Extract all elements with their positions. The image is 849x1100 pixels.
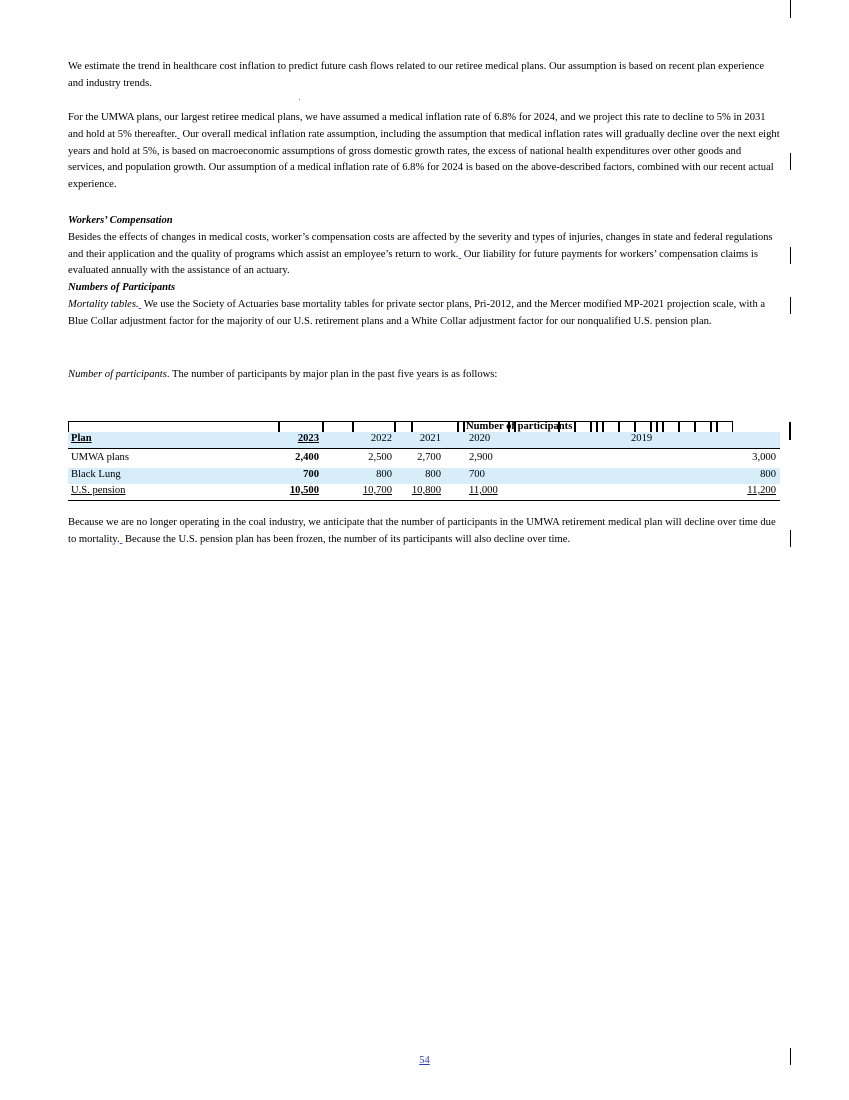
cell-2022: 10,700 (362, 485, 392, 496)
paragraph-text: Besides the effects of changes in medical costs, worker’s compensation costs are affected by the severity and types of injuries, changes in state and federal regulations and their application and the quality of programs which assist an employee’s return to work. (68, 231, 773, 260)
table-row-black-lung (68, 468, 780, 484)
cell-2023: 700 (303, 469, 319, 480)
cell-2021: 10,800 (411, 485, 441, 496)
paragraph-text: Our overall medical inflation rate assumption, including the assumption that medical inflation rates will gradually decline over the next eight years and hold at 5%, is based on macroeconomic assumptions of gross domestic growth rates, the excess of national health expenditures over other goods and services, and population growth. Our assumption of a medical inflation rate of 6.8% for 2024 is based on the above-described factors, combined with our recent actual experience. (68, 128, 780, 191)
stray-dot (299, 99, 300, 100)
paragraph-text: We estimate the trend in healthcare cost inflation to predict future cash flows related to our retiree medical plans. Our assumption is based on recent plan experience and industry trends. (68, 61, 765, 89)
header-2020: 2020 (469, 433, 491, 444)
change-bar-mortality (790, 297, 791, 314)
cell-plan: Black Lung (71, 469, 121, 480)
change-bar-top (790, 0, 791, 18)
paragraph-text: Because we are no longer operating in the coal industry, we anticipate that the number of participants in the UMWA retirement medical plan will decline over time due to mortality. (68, 517, 776, 545)
participants-label: Number of participants (68, 369, 167, 380)
change-bar-table (789, 422, 791, 440)
section-workers-compensation (68, 213, 780, 331)
cell-2020: 2,900 (469, 452, 493, 463)
paragraph-participant-decline (68, 515, 780, 549)
workers-comp-heading: Workers’ Compensation (68, 215, 173, 226)
cell-2020: 700 (469, 469, 485, 480)
table-row-us-pension (68, 484, 780, 501)
paragraph-umwa-inflation (68, 110, 780, 194)
paragraph-text: We use the Society of Actuaries base mortality tables for private sector plans, Pri-2012, and the Mercer modified MP-2021 projection scale, with a Blue Collar adjustment factor for the majority of our U.S. retirement plans and a White Collar adjustment factor for our nonqualified U.S. pension plan. (68, 298, 766, 327)
paragraph-healthcare-trend (68, 59, 780, 93)
header-plan: Plan (71, 433, 92, 444)
header-2019: 2019 (631, 433, 653, 444)
cell-plan: UMWA plans (71, 452, 129, 463)
cell-2019: 3,000 (752, 452, 776, 463)
change-bar-workers (790, 247, 791, 264)
cell-2023: 10,500 (289, 485, 319, 496)
cell-2023: 2,400 (295, 452, 319, 463)
paragraph-text: . The number of participants by major plan in the past five years is as follows: (166, 369, 498, 380)
paragraph-participants-intro (68, 367, 780, 384)
mortality-label: Mortality tables. (68, 298, 139, 310)
table-header-row (68, 432, 780, 449)
cell-2021: 2,700 (417, 452, 441, 463)
table-title: Number of participants (466, 421, 573, 432)
page-number-link[interactable]: 54 (419, 1055, 430, 1066)
cell-2020: 11,000 (469, 485, 498, 496)
paragraph-text: Because the U.S. pension plan has been frozen, the number of its participants will also decline over time. (122, 533, 571, 545)
cell-2019: 800 (760, 469, 776, 480)
paragraph-text: Our liability for future payments for workers’ compensation claims is evaluated annually with the assistance of an actuary. (68, 248, 759, 277)
header-2022: 2022 (370, 433, 392, 444)
paragraph-text: For the UMWA plans, our largest retiree medical plans, we have assumed a medical inflation rate of 6.8% for 2024, and we project this rate to decline to 5% in 2031 and hold at 5% thereafter. (68, 112, 766, 140)
change-bar-closing (790, 530, 791, 547)
cell-2022: 2,500 (368, 452, 392, 463)
page-footer (0, 1053, 849, 1070)
header-2023: 2023 (297, 433, 319, 444)
table-row-umwa (68, 451, 780, 467)
header-2021: 2021 (419, 433, 441, 444)
cell-plan: U.S. pension (71, 485, 126, 496)
change-bar-inflation (790, 153, 791, 170)
participants-heading: Numbers of Participants (68, 282, 176, 294)
cell-2019: 11,200 (747, 485, 776, 496)
cell-2022: 800 (376, 469, 392, 480)
cell-2021: 800 (425, 469, 441, 480)
